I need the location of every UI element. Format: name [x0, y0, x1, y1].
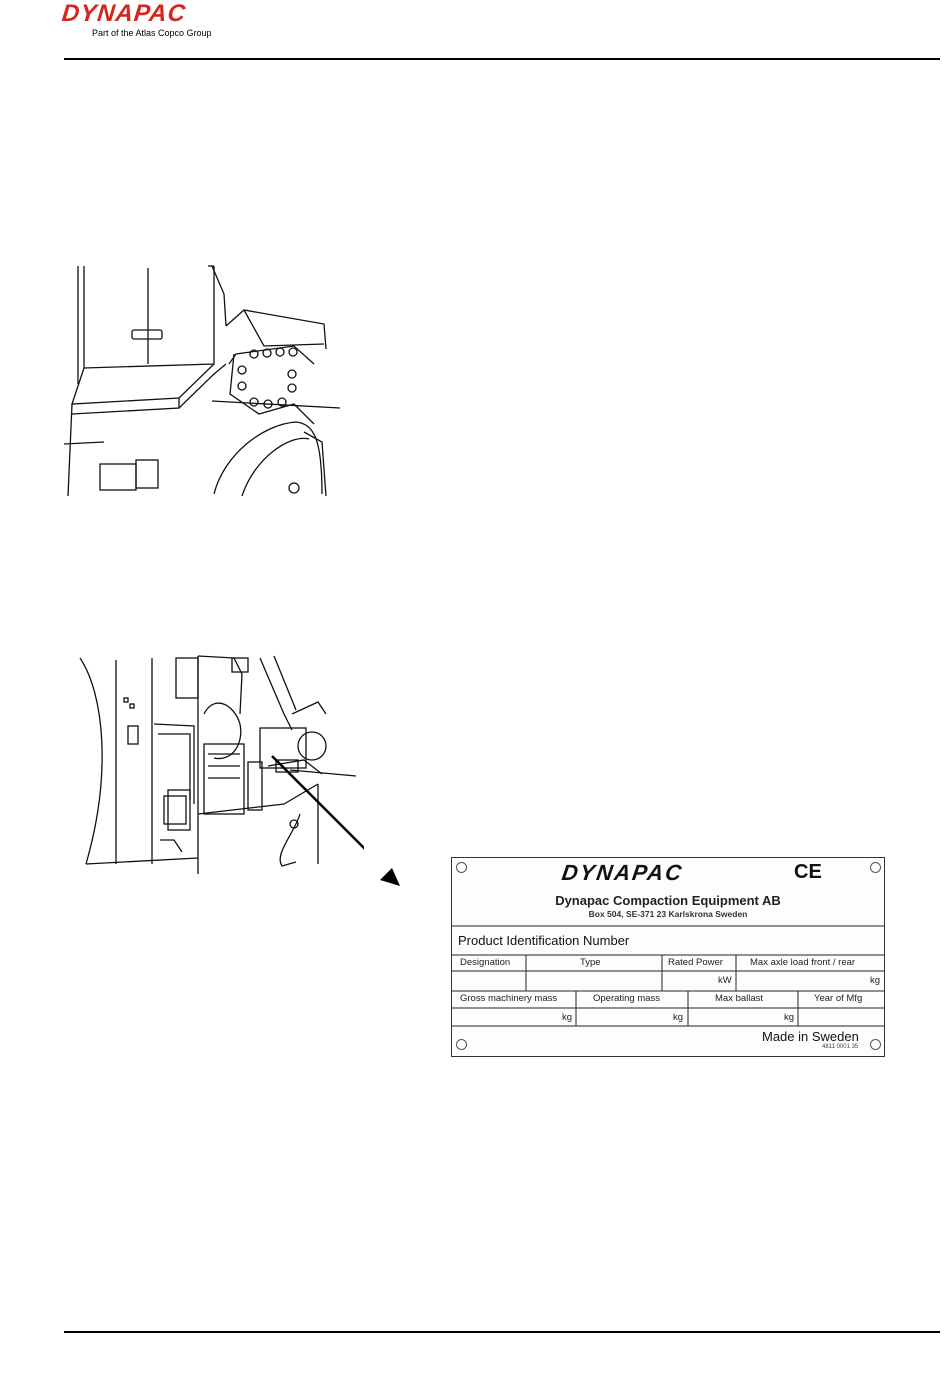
label-operating-mass: Operating mass	[593, 993, 661, 1004]
label-gross-mass: Gross machinery mass	[460, 993, 558, 1004]
plate-address: Box 504, SE-371 23 Karlskrona Sweden	[588, 909, 748, 919]
label-year-of-mfg: Year of Mfg	[814, 993, 863, 1004]
plate-logo: DYNAPAC	[560, 860, 685, 885]
engine-bay-illustration	[64, 654, 364, 878]
label-rated-power: Rated Power	[668, 957, 723, 968]
unit-kg-ballast: kg	[784, 1012, 795, 1023]
plate-code: 4811 0001 35	[822, 1044, 859, 1050]
unit-kw: kW	[718, 975, 732, 986]
header-rule	[64, 58, 940, 60]
figure-engine-bay	[64, 654, 364, 878]
product-identification-plate	[451, 857, 885, 1057]
label-max-axle-load: Max axle load front / rear	[750, 957, 856, 968]
footer-rule	[64, 1331, 940, 1333]
logo-text: DYNAPAC	[60, 0, 188, 27]
cab-frame-illustration	[64, 264, 354, 496]
logo-tagline: Part of the Atlas Copco Group	[92, 28, 212, 38]
ce-mark: CE	[794, 861, 822, 883]
unit-kg-axle: kg	[870, 975, 881, 986]
unit-kg-gross: kg	[562, 1012, 573, 1023]
plate-company: Dynapac Compaction Equipment AB	[555, 893, 781, 908]
made-in-label: Made in Sweden	[762, 1029, 859, 1044]
pin-label: Product Identification Number	[458, 933, 630, 948]
label-designation: Designation	[460, 957, 511, 968]
arrow-head	[370, 862, 404, 890]
label-type: Type	[580, 957, 601, 968]
label-max-ballast: Max ballast	[715, 993, 764, 1004]
dynapac-logo	[62, 2, 252, 38]
figure-cab-frame	[64, 264, 354, 496]
unit-kg-operating: kg	[673, 1012, 684, 1023]
